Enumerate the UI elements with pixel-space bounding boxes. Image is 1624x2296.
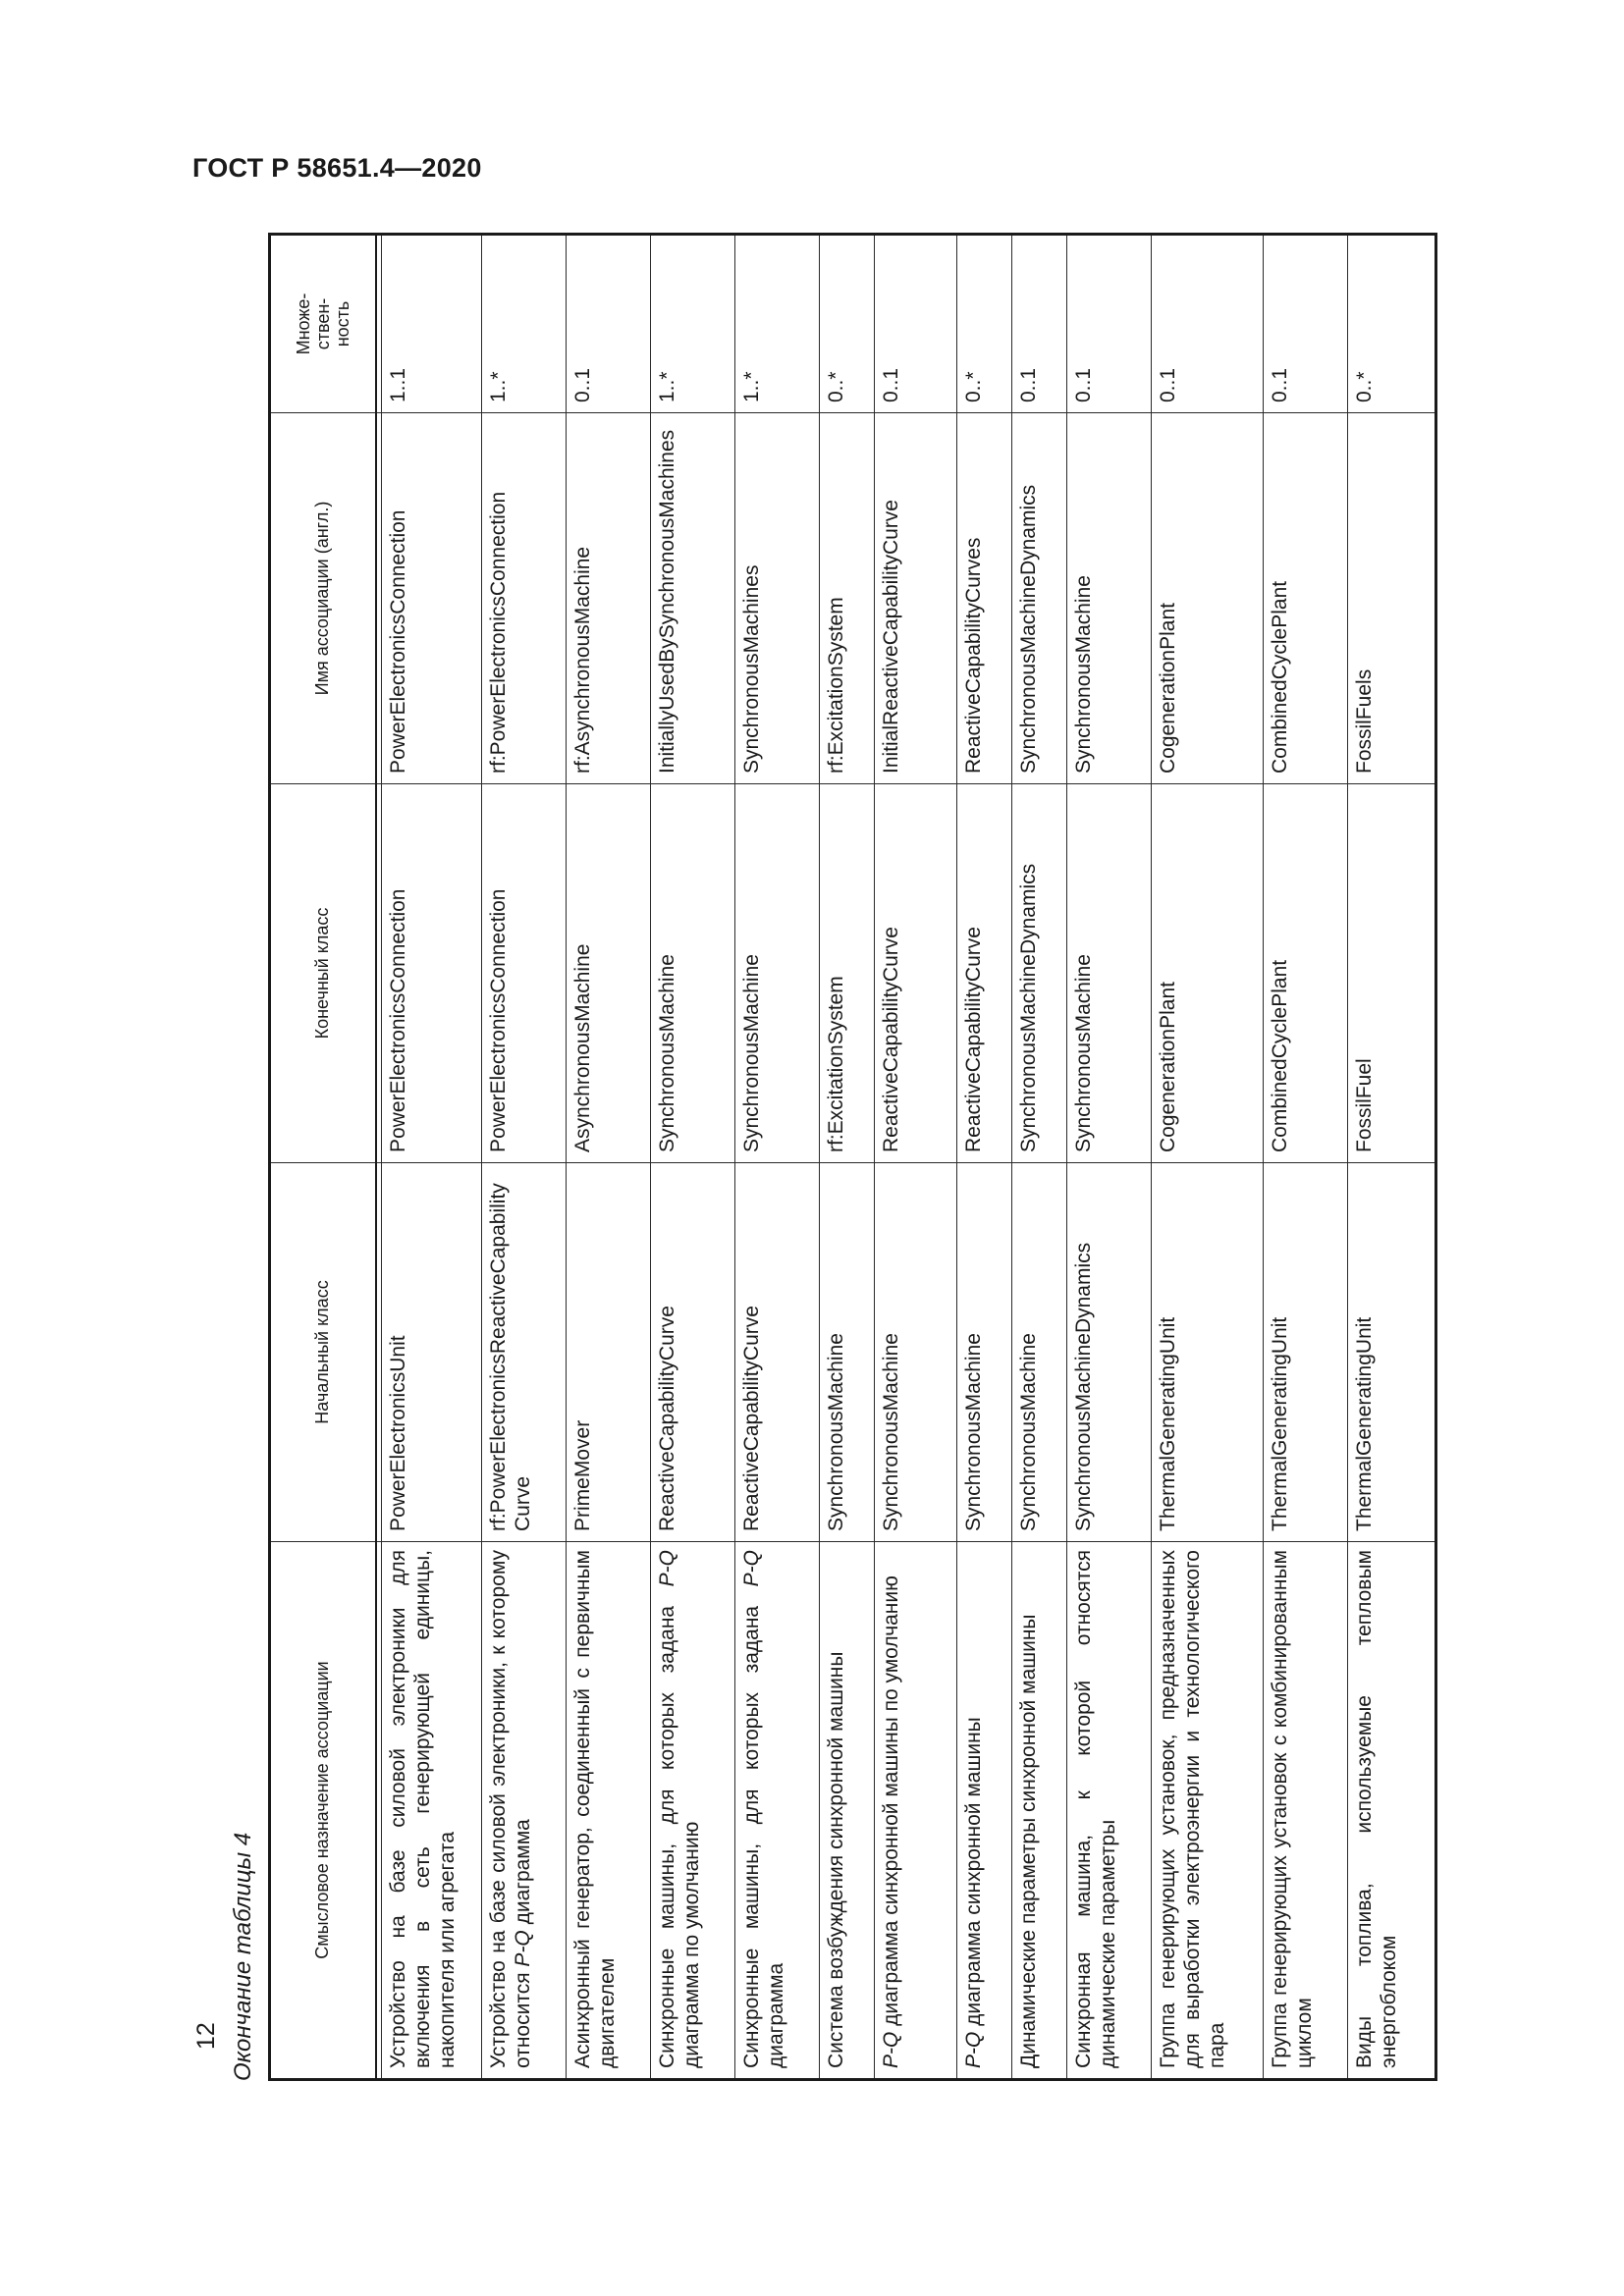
cell-multiplicity: 0..1 [1263,235,1347,413]
header-association-name: Имя ассоциации (англ.) [270,413,376,784]
cell-purpose: Асинхронный генератор, соединенный с первичным двигателем [566,1542,650,2080]
cell-multiplicity: 1..* [650,235,734,413]
cell-target-class: ReactiveCapabilityCurve [874,784,956,1163]
table-row [874,235,956,2080]
cell-source-class: ReactiveCapabilityCurve [734,1163,819,1542]
purpose-text: диаграмма синхронной машины [961,1717,985,2032]
header-purpose: Смысловое назначение ассоциации [270,1542,376,2080]
table-row [381,235,481,2080]
cell-purpose [956,1542,1011,2080]
cell-purpose [874,1542,956,2080]
purpose-pq-term: P-Q [511,1930,534,1967]
header-source-class: Начальный класс [270,1163,376,1542]
table-header-row [270,235,376,2080]
cell-source-class: ThermalGeneratingUnit [1347,1163,1435,1542]
cell-purpose [734,1542,819,2080]
cell-target-class: ReactiveCapabilityCurve [956,784,1011,1163]
cell-purpose: Система возбуждения синхронной машины [819,1542,874,2080]
purpose-pq-term: P-Q [739,1550,763,1587]
cell-association-name: rf:ExcitationSystem [819,413,874,784]
cell-association-name: rf:PowerElectronicsConnection [481,413,566,784]
cell-purpose [481,1542,566,2080]
cell-target-class: SynchronousMachine [1066,784,1151,1163]
table-row [819,235,874,2080]
standard-header: ГОСТ Р 58651.4—2020 [192,153,482,183]
purpose-text: диаграмма по умолчанию [679,1821,703,2068]
cell-purpose: Динамические параметры синхронной машины [1011,1542,1066,2080]
cell-source-class: ThermalGeneratingUnit [1151,1163,1263,1542]
purpose-text: Синхронные машины, для которых задана [655,1586,678,2068]
header-target-class: Конечный класс [270,784,376,1163]
table-row [734,235,819,2080]
cell-multiplicity: 0..* [819,235,874,413]
cell-association-name: InitialReactiveCapabilityCurve [874,413,956,784]
cell-source-class: SynchronousMachine [874,1163,956,1542]
cell-source-class: PrimeMover [566,1163,650,1542]
cell-multiplicity: 0..1 [874,235,956,413]
cell-association-name: InitiallyUsedBySynchronousMachines [650,413,734,784]
cell-target-class: SynchronousMachineDynamics [1011,784,1066,1163]
cell-target-class: SynchronousMachine [650,784,734,1163]
cell-source-class: SynchronousMachine [819,1163,874,1542]
purpose-text: диаграмма [511,1819,534,1931]
cell-multiplicity: 1..* [734,235,819,413]
purpose-pq-term: P-Q [879,2031,902,2068]
cell-association-name: rf:AsynchronousMachine [566,413,650,784]
cell-purpose: Синхронная машина, к которой относятся динамические параметры [1066,1542,1151,2080]
cell-purpose: Группа генерирующих установок, предназначенных для выработки электроэнергии и технологического пара [1151,1542,1263,2080]
cell-target-class: PowerElectronicsConnection [381,784,481,1163]
table-row [1347,235,1435,2080]
cell-multiplicity: 0..1 [566,235,650,413]
cell-source-class: rf:PowerElectronicsReactiveCapabilityCurve [481,1163,566,1542]
cell-association-name: CogenerationPlant [1151,413,1263,784]
cell-multiplicity: 0..1 [1011,235,1066,413]
cell-source-class: PowerElectronicsUnit [381,1163,481,1542]
cell-association-name: CombinedCyclePlant [1263,413,1347,784]
cell-source-class: ReactiveCapabilityCurve [650,1163,734,1542]
cell-source-class: SynchronousMachine [956,1163,1011,1542]
table-row [956,235,1011,2080]
cell-target-class: rf:ExcitationSystem [819,784,874,1163]
cell-source-class: SynchronousMachine [1011,1163,1066,1542]
cell-multiplicity: 0..* [956,235,1011,413]
table-row [650,235,734,2080]
association-table [268,233,1437,2081]
cell-purpose: Виды топлива, используемые тепловым энергоблоком [1347,1542,1435,2080]
cell-source-class: SynchronousMachineDynamics [1066,1163,1151,1542]
cell-association-name: SynchronousMachineDynamics [1011,413,1066,784]
cell-target-class: PowerElectronicsConnection [481,784,566,1163]
purpose-text: Синхронные машины, для которых задана [739,1586,763,2068]
cell-association-name: SynchronousMachine [1066,413,1151,784]
cell-association-name: PowerElectronicsConnection [381,413,481,784]
table-row [481,235,566,2080]
rotated-table-block [227,236,1435,2081]
cell-purpose [650,1542,734,2080]
table-row [1263,235,1347,2080]
header-multiplicity: Множе- ствен- ность [270,235,376,413]
purpose-pq-term: P-Q [655,1550,678,1587]
purpose-text: диаграмма [764,1962,787,2068]
cell-target-class: CombinedCyclePlant [1263,784,1347,1163]
table-row [566,235,650,2080]
purpose-text: диаграмма синхронной машины по умолчанию [879,1575,902,2032]
cell-association-name: ReactiveCapabilityCurves [956,413,1011,784]
cell-multiplicity: 1..1 [381,235,481,413]
cell-target-class: AsynchronousMachine [566,784,650,1163]
cell-purpose: Группа генерирующих установок с комбинированным циклом [1263,1542,1347,2080]
table-row [1011,235,1066,2080]
cell-source-class: ThermalGeneratingUnit [1263,1163,1347,1542]
cell-multiplicity: 1..* [481,235,566,413]
table-caption: Окончание таблицы 4 [230,1832,256,2081]
purpose-text: Устройство на базе силовой электроники, к которому относится [486,1550,534,2068]
table-row [1151,235,1263,2080]
cell-target-class: FossilFuel [1347,784,1435,1163]
table-row [1066,235,1151,2080]
purpose-pq-term: P-Q [961,2031,985,2068]
page-number: 12 [192,2022,220,2050]
cell-multiplicity: 0..1 [1151,235,1263,413]
cell-multiplicity: 0..* [1347,235,1435,413]
cell-association-name: SynchronousMachines [734,413,819,784]
cell-target-class: SynchronousMachine [734,784,819,1163]
cell-association-name: FossilFuels [1347,413,1435,784]
cell-multiplicity: 0..1 [1066,235,1151,413]
cell-target-class: CogenerationPlant [1151,784,1263,1163]
cell-purpose: Устройство на базе силовой электроники для включения в сеть генерирующей единицы, накопителя или агрегата [381,1542,481,2080]
